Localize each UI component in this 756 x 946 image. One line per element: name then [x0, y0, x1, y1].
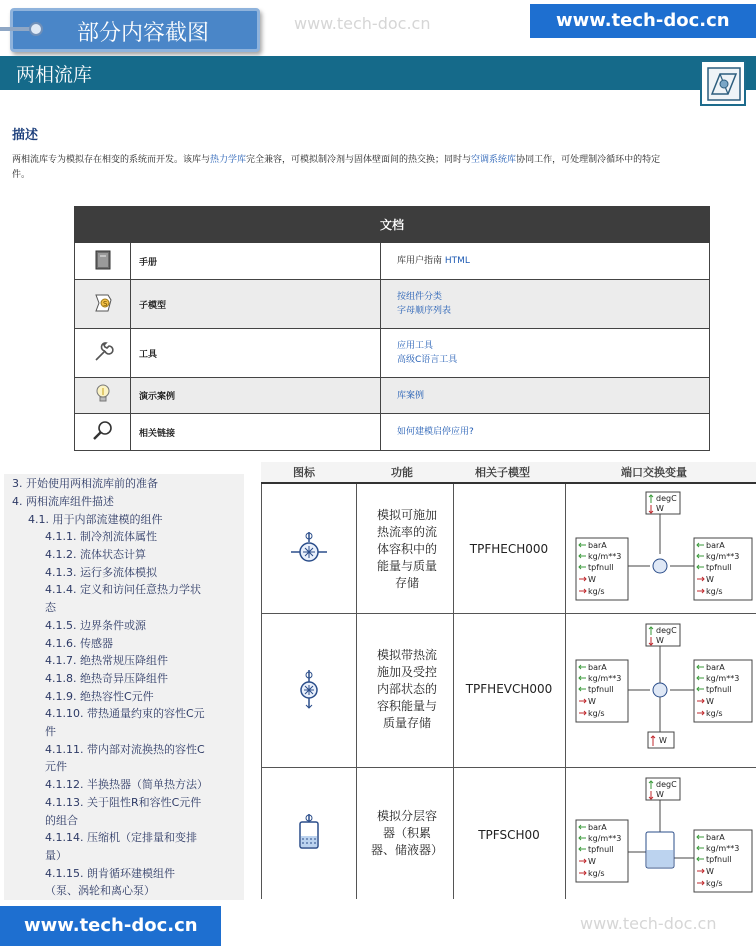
toc-item[interactable]: 4.1.15. 朗肯循环建模组件: [45, 867, 175, 880]
port-variables-diagram: [566, 620, 756, 770]
var-label: tpfnull: [706, 685, 732, 694]
doc-row-name: 相关链接: [131, 414, 381, 451]
function-line: 热流率的流: [376, 525, 437, 539]
var-label: tpfnull: [588, 563, 614, 572]
var-label: degC: [656, 626, 677, 635]
toc-item[interactable]: 4.1.12. 半换热器（简单热方法）: [45, 778, 208, 791]
function-line: 体容积中的: [376, 542, 437, 556]
submodel-code[interactable]: TPFSCH00: [478, 828, 540, 842]
banner-title: 部分内容截图: [77, 21, 210, 46]
component-function: [361, 808, 453, 859]
doc-row-tools: [75, 329, 710, 378]
var-label: W: [706, 867, 714, 876]
var-label: kg/s: [706, 879, 723, 888]
svg-text:S: S: [102, 299, 107, 308]
function-line: 模拟分层容: [376, 809, 437, 823]
var-label: barA: [588, 823, 607, 832]
function-line: 质量存储: [382, 716, 431, 730]
function-line: 能量与质量: [376, 559, 437, 573]
port-variables-diagram: [566, 774, 756, 899]
var-label: W: [656, 636, 664, 645]
submodel-icon: [75, 280, 131, 329]
html-link[interactable]: HTML: [444, 256, 470, 266]
var-label: barA: [588, 663, 607, 672]
var-label: W: [656, 790, 664, 799]
function-line: 器、储液器）: [370, 843, 443, 857]
doc-row-links: [381, 243, 710, 280]
toc-item[interactable]: 4.1.3. 运行多流体模拟: [45, 566, 157, 579]
lightbulb-icon: [75, 378, 131, 414]
page-title-bar: [0, 56, 756, 90]
var-label: W: [588, 857, 596, 866]
var-label: tpfnull: [706, 855, 732, 864]
toc-item[interactable]: 4.1.14. 压缩机（定排量和变排: [45, 831, 197, 844]
toc-item-cont[interactable]: 量）: [45, 849, 67, 862]
var-label: kg/s: [588, 869, 605, 878]
toc-item[interactable]: 4.1.6. 传感器: [45, 637, 113, 650]
var-label: kg/s: [706, 709, 723, 718]
component-function: [361, 507, 453, 592]
doc-row-links: [381, 329, 710, 378]
function-line: 内部状态的: [376, 682, 437, 696]
toc-item[interactable]: 4.1.4. 定义和访问任意热力学状: [45, 583, 201, 596]
toc-item-cont[interactable]: 元件: [45, 760, 67, 773]
var-label: kg/m**3: [588, 552, 622, 561]
doc-row-name: 子模型: [131, 280, 381, 329]
top-url-badge[interactable]: www.tech-doc.cn: [530, 4, 756, 38]
toc-item[interactable]: 4. 两相流库组件描述: [12, 495, 114, 508]
toc-item-cont[interactable]: 件: [45, 725, 56, 738]
var-label: tpfnull: [588, 845, 614, 854]
toc-item[interactable]: 4.1.13. 关于阻性R和容性C元件: [45, 796, 202, 809]
user-guide-label: 库用户指南: [397, 256, 445, 266]
toc-item[interactable]: 4.1.11. 带内部对流换热的容性C: [45, 743, 205, 756]
advanced-c-tools-link[interactable]: 高级C语言工具: [397, 355, 458, 365]
var-label: barA: [706, 541, 725, 550]
toc-item[interactable]: 4.1.2. 流体状态计算: [45, 548, 146, 561]
var-label: barA: [706, 663, 725, 672]
toc-item[interactable]: 4.1.7. 绝热常规压降组件: [45, 654, 168, 667]
toc-item-cont[interactable]: 态: [45, 601, 56, 614]
doc-row-name: 手册: [131, 243, 381, 280]
watermark-bottom: www.tech-doc.cn: [580, 914, 717, 933]
doc-row-demos: [75, 378, 710, 414]
var-label: W: [706, 575, 714, 584]
toc-item[interactable]: 3. 开始使用两相流库前的准备: [12, 477, 158, 490]
function-line: 模拟带热流: [376, 648, 437, 662]
book-icon: [75, 243, 131, 280]
col-ports-header: 端口交换变量: [621, 466, 687, 479]
doc-table-header: 文档: [75, 207, 710, 243]
doc-row-related: [75, 414, 710, 451]
var-label: kg/m**3: [588, 834, 622, 843]
layered-vessel-icon[interactable]: [287, 812, 331, 856]
toc-item[interactable]: 4.1. 用于内部流建模的组件: [28, 513, 163, 526]
var-label: W: [659, 736, 667, 745]
library-logo-icon: [700, 60, 746, 106]
library-examples-link[interactable]: 库案例: [397, 390, 425, 401]
description-text-3: 协同工作，可处理制冷循环中的特定: [516, 155, 661, 165]
submodel-code[interactable]: TPFHECH000: [469, 542, 549, 556]
var-label: W: [656, 504, 664, 513]
description-text-2: 完全兼容，可模拟制冷剂与固体壁面间的热交换；同时与: [246, 155, 472, 165]
toc-item[interactable]: 4.1.1. 制冷剂流体属性: [45, 530, 157, 543]
toc-item-cont[interactable]: 的组合: [45, 814, 78, 827]
component-node-icon: [653, 559, 667, 573]
page-title: 两相流库: [16, 64, 93, 86]
function-line: 模拟可施加: [376, 508, 437, 522]
var-label: W: [706, 697, 714, 706]
alphabetical-list-link[interactable]: 字母顺序列表: [397, 306, 452, 316]
description-text-1: 两相流库专为模拟存在相变的系统而开发。该库与: [12, 155, 211, 165]
toc-item[interactable]: 4.1.5. 边界条件或源: [45, 619, 146, 632]
connector-line: [0, 27, 31, 31]
top-banner-pill: [10, 8, 260, 52]
startstop-howto-link[interactable]: 如何建模启停应用?: [397, 427, 474, 437]
var-label: kg/s: [706, 587, 723, 596]
function-line: 施加及受控: [376, 665, 437, 679]
app-tools-link[interactable]: 应用工具: [397, 341, 434, 351]
col-function-header: 功能: [391, 466, 413, 479]
description-text-4: 件。: [12, 170, 31, 180]
toc-item[interactable]: 4.1.10. 带热通量约束的容性C元: [45, 707, 205, 720]
component-table-header: [261, 462, 756, 484]
col-icon-header: 图标: [293, 466, 315, 479]
var-label: tpfnull: [588, 685, 614, 694]
function-line: 容积能量与: [376, 699, 437, 713]
toc-item[interactable]: 4.1.8. 绝热奇异压降组件: [45, 672, 168, 685]
ac-library-link[interactable]: 空调系统库: [471, 155, 517, 165]
var-label: barA: [706, 833, 725, 842]
var-label: barA: [588, 541, 607, 550]
description-heading: 描述: [12, 128, 39, 143]
doc-row-name: 演示案例: [131, 378, 381, 414]
var-label: kg/m**3: [706, 552, 740, 561]
component-function: [361, 647, 453, 732]
description-paragraph: [12, 153, 756, 183]
var-label: W: [588, 697, 596, 706]
heated-volume-icon[interactable]: [287, 528, 331, 572]
component-table: [261, 462, 756, 899]
var-label: degC: [656, 780, 677, 789]
function-line: 器（积累: [382, 826, 431, 840]
bullet-dot-icon: [29, 22, 43, 36]
documentation-table: [74, 206, 710, 451]
magnifier-icon: [75, 414, 131, 451]
var-label: kg/m**3: [588, 674, 622, 683]
bottom-url-badge[interactable]: www.tech-doc.cn: [0, 906, 221, 946]
doc-row-name: 工具: [131, 329, 381, 378]
var-label: W: [588, 575, 596, 584]
toc-item-cont[interactable]: （泵、涡轮和离心泵）: [45, 884, 155, 897]
var-label: kg/s: [588, 587, 605, 596]
by-category-link[interactable]: 按组件分类: [397, 292, 443, 302]
doc-row-links: [381, 414, 710, 451]
controlled-volume-icon[interactable]: [287, 668, 331, 712]
var-label: kg/m**3: [706, 674, 740, 683]
doc-row-links: [381, 280, 710, 329]
doc-row-links: [381, 378, 710, 414]
var-label: kg/m**3: [706, 844, 740, 853]
doc-row-submodels: [75, 280, 710, 329]
var-label: kg/s: [588, 709, 605, 718]
var-label: degC: [656, 494, 677, 503]
submodel-code[interactable]: TPFHEVCH000: [465, 682, 553, 696]
component-node-icon: [653, 683, 667, 697]
thermal-library-link[interactable]: 热力学库: [210, 155, 247, 165]
function-line: 存储: [394, 576, 419, 590]
toc-item[interactable]: 4.1.9. 绝热容性C元件: [45, 690, 154, 703]
doc-row-manual: [75, 243, 710, 280]
col-submodel-header: 相关子模型: [475, 466, 530, 479]
var-label: tpfnull: [706, 563, 732, 572]
wrench-icon: [75, 329, 131, 378]
watermark-top: www.tech-doc.cn: [294, 14, 431, 33]
table-of-contents: [4, 474, 244, 900]
